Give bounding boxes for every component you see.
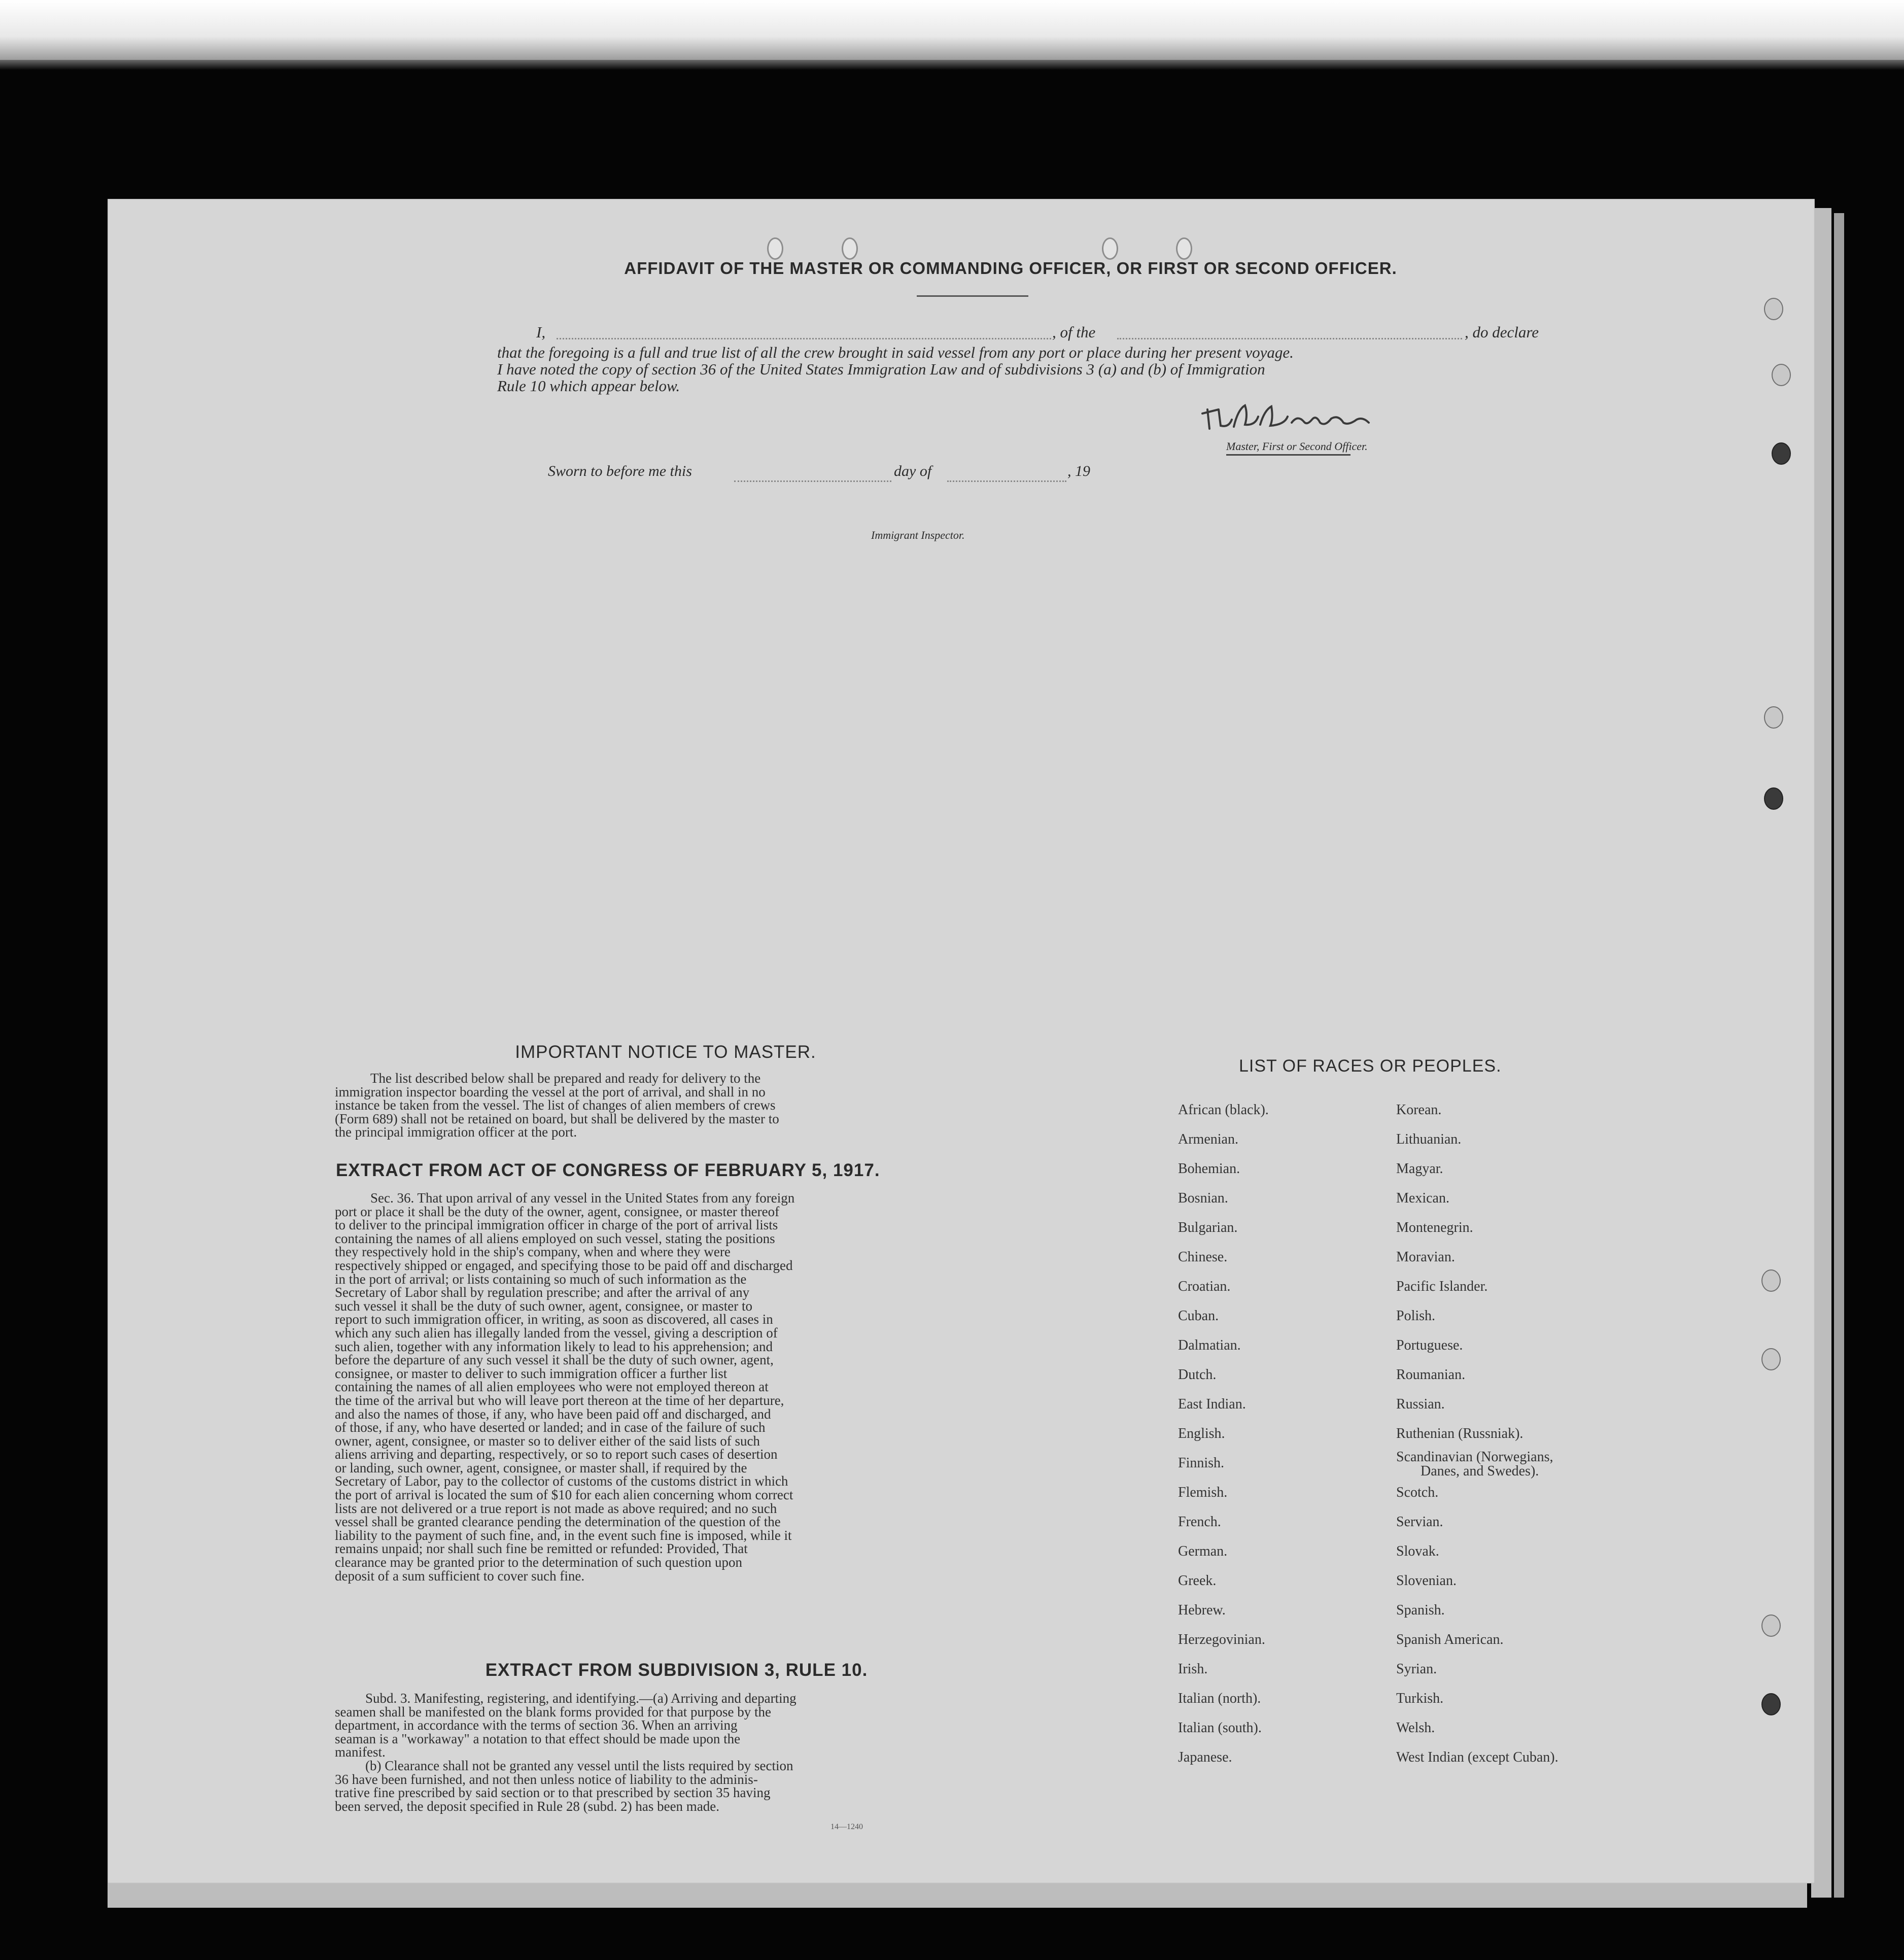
title-rule <box>917 295 1028 297</box>
race-item: Scandinavian (Norwegians, <box>1396 1449 1553 1465</box>
notice-line: The list described below shall be prepared and ready for delivery to the <box>370 1071 761 1086</box>
race-item: French. <box>1178 1514 1221 1530</box>
affidavit-do-declare-label: , do declare <box>1465 323 1539 341</box>
top-strip-shadow <box>0 60 1904 70</box>
race-item: Lithuanian. <box>1396 1131 1462 1147</box>
act-line: containing the names of all aliens employed on such vessel, stating the positions <box>335 1230 775 1246</box>
rule-line: seaman is a "workaway" a notation to that effect should be made upon the <box>335 1731 741 1746</box>
extract-rule-title: EXTRACT FROM SUBDIVISION 3, RULE 10. <box>485 1660 868 1680</box>
race-item: German. <box>1178 1543 1228 1559</box>
act-line: port or place it shall be the duty of the owner, agent, consignee, or master thereof <box>335 1203 780 1219</box>
act-line: the time of the arrival but who will leave port thereon at the time of her departure, <box>335 1392 784 1408</box>
race-item: Scotch. <box>1396 1485 1439 1500</box>
act-line: containing the names of all alien employees who were not employed thereon at <box>335 1379 769 1395</box>
race-item: Dalmatian. <box>1178 1337 1241 1353</box>
race-item: African (black). <box>1178 1102 1269 1118</box>
affidavit-of-the-label: , of the <box>1052 323 1096 341</box>
act-line: to deliver to the principal immigration officer in charge of the port of arrival lists <box>335 1217 778 1233</box>
race-item: Ruthenian (Russniak). <box>1396 1426 1524 1441</box>
binder-hole <box>1772 364 1791 386</box>
name-field[interactable] <box>557 338 1051 339</box>
race-item: Spanish American. <box>1396 1632 1504 1647</box>
race-item: Syrian. <box>1396 1661 1437 1677</box>
race-item: Croatian. <box>1178 1279 1231 1294</box>
race-item: Bosnian. <box>1178 1190 1228 1206</box>
extract-rule-body <box>335 1692 1016 1813</box>
race-item: Slovak. <box>1396 1543 1439 1559</box>
race-item: Cuban. <box>1178 1308 1219 1324</box>
act-line: deposit of a sum sufficient to cover such fine. <box>335 1568 585 1584</box>
affidavit-line-4: Rule 10 which appear below. <box>497 377 680 395</box>
act-line: Secretary of Labor, pay to the collector of customs of the customs district in which <box>335 1473 788 1489</box>
binder-hole <box>1772 442 1791 465</box>
race-item: Moravian. <box>1396 1249 1455 1265</box>
race-item: Italian (south). <box>1178 1720 1262 1736</box>
race-item: Japanese. <box>1178 1749 1232 1765</box>
rule-line: department, in accordance with the terms of section 36. When an arriving <box>335 1717 738 1733</box>
binder-hole <box>1764 706 1783 729</box>
race-item: Spanish. <box>1396 1602 1445 1618</box>
race-item-continuation: Danes, and Swedes). <box>1421 1463 1539 1479</box>
notice-title: IMPORTANT NOTICE TO MASTER. <box>515 1042 816 1062</box>
sworn-month-field[interactable] <box>947 480 1066 482</box>
race-item: Bohemian. <box>1178 1161 1240 1177</box>
act-line: Secretary of Labor shall by regulation prescribe; and after the arrival of any <box>335 1285 750 1300</box>
act-line: which any such alien has illegally landed from the vessel, giving a description of <box>335 1325 778 1340</box>
punch-hole <box>1176 237 1192 260</box>
race-item: Dutch. <box>1178 1367 1217 1383</box>
act-line: before the departure of any such vessel it shall be the duty of such owner, agent, <box>335 1352 774 1368</box>
race-item: Finnish. <box>1178 1455 1225 1471</box>
affidavit-i-label: I, <box>536 323 546 341</box>
act-line: such vessel it shall be the duty of such owner, agent, consignee, or master to <box>335 1298 752 1314</box>
act-line: lists are not delivered or a true report is not made as above required; and no such <box>335 1500 777 1516</box>
affidavit-line-2: that the foregoing is a full and true list of all the crew brought in said vessel from any port or place during her present voyage. <box>497 343 1294 361</box>
act-line: vessel shall be granted clearance pending the determination of the question of the <box>335 1514 781 1530</box>
sheet-edge-right-2 <box>1834 213 1844 1898</box>
race-item: Bulgarian. <box>1178 1220 1238 1235</box>
race-item: Herzegovinian. <box>1178 1632 1265 1647</box>
race-item: Greek. <box>1178 1573 1217 1589</box>
rule-line: 36 have been furnished, and not then unless notice of liability to the adminis- <box>335 1771 758 1787</box>
rule-line: (b) Clearance shall not be granted any vessel until the lists required by section <box>365 1758 793 1773</box>
race-item: Portuguese. <box>1396 1337 1463 1353</box>
race-item: East Indian. <box>1178 1396 1246 1412</box>
races-title: LIST OF RACES OR PEOPLES. <box>1239 1056 1502 1076</box>
affidavit-title: AFFIDAVIT OF THE MASTER OR COMMANDING OFFICER, OR FIRST OR SECOND OFFICER. <box>624 259 1397 278</box>
act-line: of those, if any, who have deserted or landed; and in case of the failure of such <box>335 1420 766 1435</box>
race-item: Hebrew. <box>1178 1602 1226 1618</box>
race-item: Pacific Islander. <box>1396 1279 1488 1294</box>
rule-line: been served, the deposit specified in Rule 28 (subd. 2) has been made. <box>335 1798 720 1814</box>
vessel-field[interactable] <box>1117 338 1462 339</box>
race-item: Flemish. <box>1178 1485 1228 1500</box>
act-line: report to such immigration officer, in writing, as soon as discovered, all cases in <box>335 1312 773 1327</box>
act-line: they respectively hold in the ship's company, when and where they were <box>335 1244 731 1260</box>
act-line: Sec. 36. That upon arrival of any vessel in the United States from any foreign <box>370 1190 795 1206</box>
rule-line: seamen shall be manifested on the blank forms provided for that purpose by the <box>335 1704 772 1720</box>
race-item: Chinese. <box>1178 1249 1228 1265</box>
act-line: clearance may be granted prior to the determination of such question upon <box>335 1555 742 1570</box>
day-of-label: day of <box>894 463 932 479</box>
form-number: 14—1240 <box>830 1823 863 1831</box>
race-item: Servian. <box>1396 1514 1443 1530</box>
notice-line: the principal immigration officer at the port. <box>335 1124 577 1140</box>
race-item: Montenegrin. <box>1396 1220 1473 1235</box>
act-line: remains unpaid; nor shall such fine be remitted or refunded: Provided, That <box>335 1541 748 1557</box>
extract-act-body <box>335 1191 1016 1583</box>
race-item: Korean. <box>1396 1102 1442 1118</box>
notice-body <box>335 1072 1016 1139</box>
act-line: liability to the payment of such fine, and, in the event such fine is imposed, while it <box>335 1527 792 1543</box>
document-page <box>108 199 1815 1883</box>
rule-line: manifest. <box>335 1744 386 1760</box>
binder-hole <box>1761 1348 1781 1370</box>
top-strip <box>0 0 1904 61</box>
act-line: in the port of arrival; or lists containing so much of such information as the <box>335 1271 747 1287</box>
race-item: Slovenian. <box>1396 1573 1457 1589</box>
notice-line: instance be taken from the vessel. The list of changes of alien members of crews <box>335 1097 776 1113</box>
binder-hole <box>1764 787 1783 810</box>
signature-rule <box>1226 454 1351 456</box>
rule-line: Subd. 3. Manifesting, registering, and identifying.—(a) Arriving and departing <box>365 1691 797 1706</box>
notice-line: immigration inspector boarding the vessel at the port of arrival, and shall in no <box>335 1084 766 1099</box>
act-line: and also the names of those, if any, who have been paid off and discharged, and <box>335 1406 771 1422</box>
signature <box>1198 394 1411 440</box>
sworn-label: Sworn to before me this <box>548 463 692 479</box>
race-item: Armenian. <box>1178 1131 1238 1147</box>
binder-hole <box>1761 1269 1781 1292</box>
act-line: or landing, such owner, agent, consignee, or master shall, if required by the <box>335 1460 747 1475</box>
act-line: such alien, together with any information likely to lead to his apprehension; and <box>335 1338 773 1354</box>
rule-line: trative fine prescribed by said section or to that prescribed by section 35 having <box>335 1785 771 1801</box>
act-line: respectively shipped or engaged, and specifying those to be paid off and discharged <box>335 1257 793 1273</box>
act-line: aliens arriving and departing, respectively, or so to report such cases of desertion <box>335 1447 778 1462</box>
race-item: Irish. <box>1178 1661 1208 1677</box>
punch-hole <box>1102 237 1118 260</box>
act-line: the port of arrival is located the sum of $10 for each alien concerning whom correct <box>335 1487 793 1503</box>
race-item: Turkish. <box>1396 1691 1444 1706</box>
race-item: West Indian (except Cuban). <box>1396 1749 1559 1765</box>
extract-act-title: EXTRACT FROM ACT OF CONGRESS OF FEBRUARY 5, 1917. <box>336 1160 880 1180</box>
inspector-caption: Immigrant Inspector. <box>871 529 965 541</box>
act-line: consignee, or master to deliver to such immigration officer a further list <box>335 1365 728 1381</box>
sworn-day-field[interactable] <box>734 480 891 482</box>
race-item: Polish. <box>1396 1308 1436 1324</box>
signer-caption: Master, First or Second Officer. <box>1226 440 1368 453</box>
year-label: , 19 <box>1067 463 1090 479</box>
race-item: Welsh. <box>1396 1720 1435 1736</box>
race-item: English. <box>1178 1426 1225 1441</box>
race-item: Magyar. <box>1396 1161 1443 1177</box>
race-item: Roumanian. <box>1396 1367 1466 1383</box>
race-item: Italian (north). <box>1178 1691 1261 1706</box>
affidavit-line-3: I have noted the copy of section 36 of the United States Immigration Law and of subdivisions 3 (a) and (b) of Immigration <box>497 360 1265 378</box>
binder-hole <box>1761 1693 1781 1715</box>
race-item: Russian. <box>1396 1396 1445 1412</box>
punch-hole <box>842 237 858 260</box>
binder-hole <box>1764 298 1783 320</box>
punch-hole <box>767 237 783 260</box>
notice-line: (Form 689) shall not be retained on board, but shall be delivered by the master to <box>335 1111 779 1126</box>
act-line: owner, agent, consignee, or master so to deliver either of the said lists of such <box>335 1433 760 1449</box>
race-item: Mexican. <box>1396 1190 1449 1206</box>
binder-hole <box>1761 1614 1781 1637</box>
